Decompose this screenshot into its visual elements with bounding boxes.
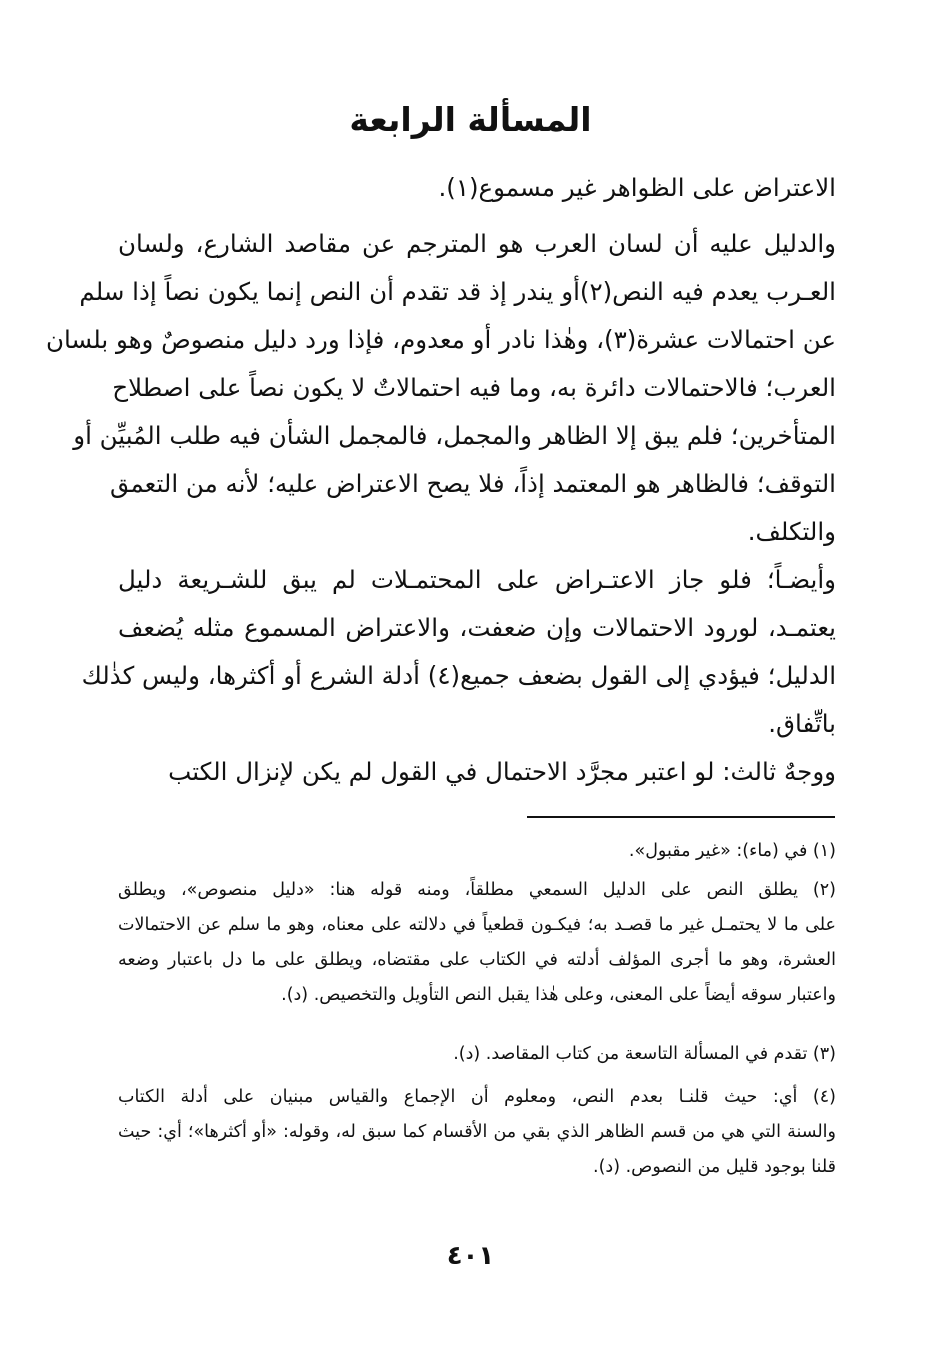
paragraph-statement [118,164,836,212]
footnote-4 [118,1080,836,1185]
text-line: المتأخرين؛ فلم يبق إلا الظاهر والمجمل، فالمجمل الشأن فيه طلب المُبيِّن أو [73,421,836,450]
text-line: العـرب يعدم فيه النص(٢)أو يندر إذ قد تقدم أن النص إنما يكون نصاً إذا سلم [79,277,836,306]
footnote-2 [118,873,836,1013]
paragraph-evidence [45,220,836,556]
footnote-line: (٢) يطلق النص على الدليل السمعي مطلقاً، ومنه قوله هنا: «دليل منصوص»، ويطلق [118,880,836,900]
footnote-line: (١) في (ماء): «غير مقبول». [628,841,836,861]
page-number: ٤٠١ [446,1241,495,1271]
footnote-line: على ما لا يحتمـل غير ما قصـد به؛ فيكـون قطعياً في دلالته على معناه، وهو ما سلم عن الاحتمالات [118,915,836,935]
paragraph-second-reason [81,556,836,748]
footnote-separator [527,816,835,818]
text-line: العرب؛ فالاحتمالات دائرة به، وما فيه احتمالاتٌ لا يكون نصاً على اصطلاح [112,373,836,402]
text-line: يعتمـد، لورود الاحتمالات وإن ضعفت، والاعتراض المسموع مثله يُضعف [118,613,836,642]
text-line: ووجهٌ ثالث: لو اعتبر مجرَّد الاحتمال في القول لم يكن لإنزال الكتب [168,757,836,786]
footnote-3 [118,1037,836,1072]
footnote-line: واعتبار سوقه أيضاً على المعنى، وعلى هٰذا يقبل النص التأويل والتخصيص. (د). [281,985,836,1005]
text-line: الاعتراض على الظواهر غير مسموع(١). [438,173,836,202]
paragraph-third-reason [118,748,836,796]
footnote-line: (٣) تقدم في المسألة التاسعة من كتاب المقاصد. (د). [453,1044,836,1064]
section-heading: المسألة الرابعة [349,100,592,139]
text-line: وأيضـاً؛ فلو جاز الاعتـراض على المحتمـلات لم يبق للشـريعة دليل [118,565,836,594]
footnote-line: العشرة، وهو ما أجرى المؤلف أدلته في الكتاب على مقتضاه، ويطلق على ما دل باعتبار وضعه [118,950,836,970]
text-line: والتكلف. [747,517,836,546]
text-line: باتِّفاق. [768,709,836,738]
footnote-line: قلنا بوجود قليل من النصوص. (د). [593,1157,836,1177]
text-line: والدليل عليه أن لسان العرب هو المترجم عن مقاصد الشارع، ولسان [118,229,836,258]
footnote-line: والسنة التي هي من قسم الظاهر الذي بقي من الأقسام كما سبق له، وقوله: «أو أكثرها»؛ أي: حيث [118,1122,836,1142]
text-line: عن احتمالات عشرة(٣)، وهٰذا نادر أو معدوم، فإذا ورد دليل منصوصٌ وهو بلسان [45,325,836,354]
footnote-1 [118,834,836,869]
text-line: الدليل؛ فيؤدي إلى القول بضعف جميع(٤) أدلة الشرع أو أكثرها، وليس كذٰلك [81,661,836,690]
footnote-line: (٤) أي: حيث قلنـا بعدم النص، ومعلوم أن الإجماع والقياس مبنيان على أدلة الكتاب [118,1087,836,1107]
text-line: التوقف؛ فالظاهر هو المعتمد إذاً، فلا يصح الاعتراض عليه؛ لأنه من التعمق [110,469,836,498]
